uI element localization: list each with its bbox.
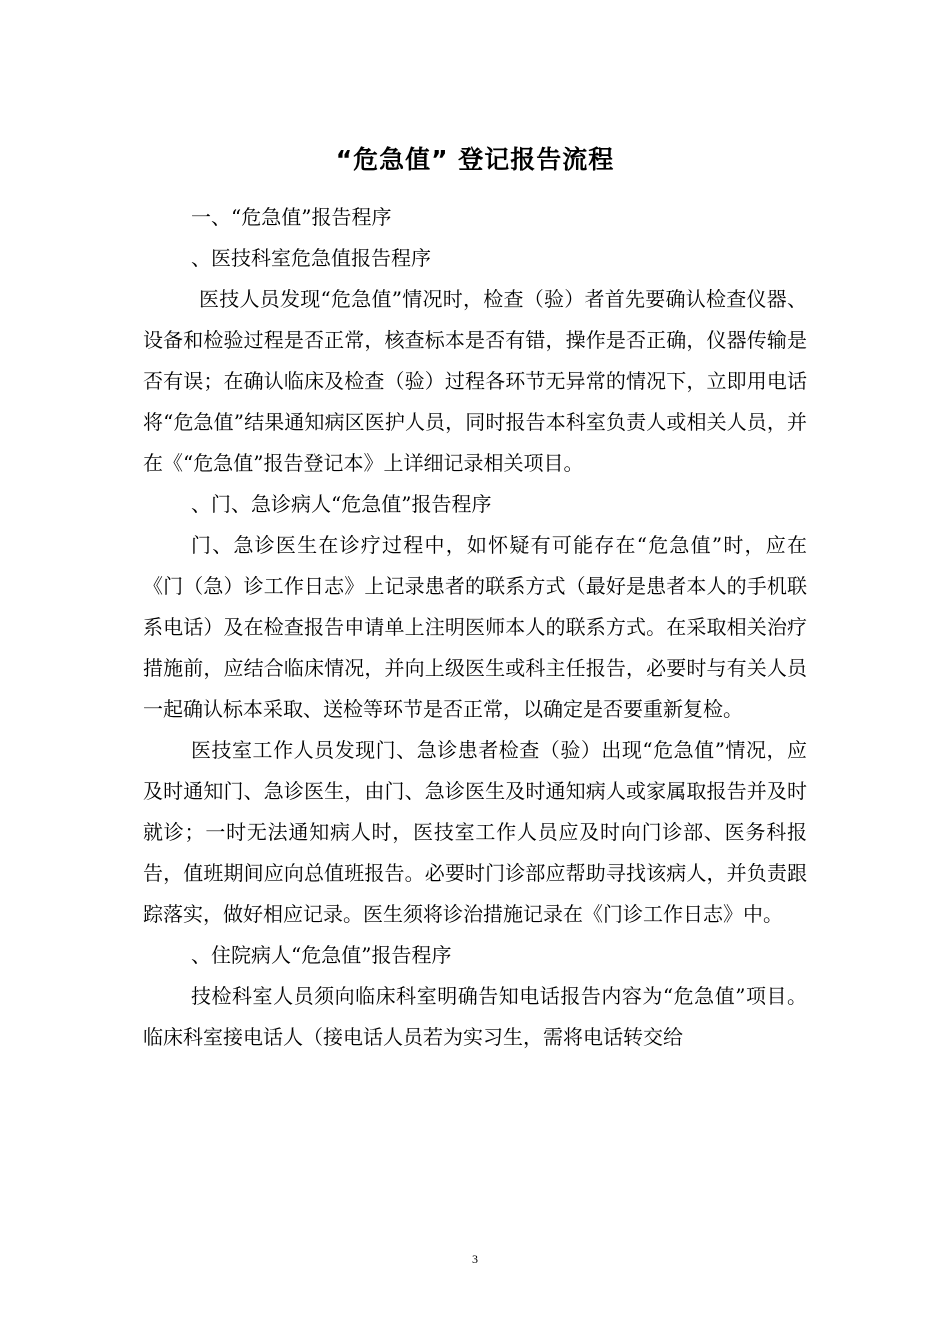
document-body <box>143 197 807 1058</box>
page-number: 3 <box>472 1252 478 1266</box>
section-heading: 一、“危急值”报告程序 <box>191 205 392 229</box>
subsection-heading: 、住院病人“危急值”报告程序 <box>191 943 452 967</box>
paragraph: 技检科室人员须向临床科室明确告知电话报告内容为“危急值”项目。临床科室接电话人（接电话人员若为实习生，需将电话转交给 <box>143 984 807 1049</box>
subsection-heading: 、医技科室危急值报告程序 <box>191 246 431 270</box>
paragraph: 医技室工作人员发现门、急诊患者检查（验）出现“危急值”情况，应及时通知门、急诊医生，由门、急诊医生及时通知病人或家属取报告并及时就诊；一时无法通知病人时，医技室工作人员应及时向门诊部、医务科报告，值班期间应向总值班报告。必要时门诊部应帮助寻找该病人，并负责跟踪落实，做好相应记录。医生须将诊治措施记录在《门诊工作日志》中。 <box>143 738 807 926</box>
subsection-heading: 、门、急诊病人“危急值”报告程序 <box>191 492 492 516</box>
document-title: “危急值” 登记报告流程 <box>335 145 615 174</box>
paragraph: 医技人员发现“危急值”情况时，检查（验）者首先要确认检查仪器、设备和检验过程是否正常，核查标本是否有错，操作是否正确，仪器传输是否有误；在确认临床及检查（验）过程各环节无异常的情况下，立即用电话将“危急值”结果通知病区医护人员，同时报告本科室负责人或相关人员，并在《“危急值”报告登记本》上详细记录相关项目。 <box>143 287 807 475</box>
paragraph: 门、急诊医生在诊疗过程中，如怀疑有可能存在“危急值”时，应在《门（急）诊工作日志》上记录患者的联系方式（最好是患者本人的手机联系电话）及在检查报告申请单上注明医师本人的联系方式。在采取相关治疗措施前，应结合临床情况，并向上级医生或科主任报告，必要时与有关人员一起确认标本采取、送检等环节是否正常，以确定是否要重新复检。 <box>143 533 807 721</box>
